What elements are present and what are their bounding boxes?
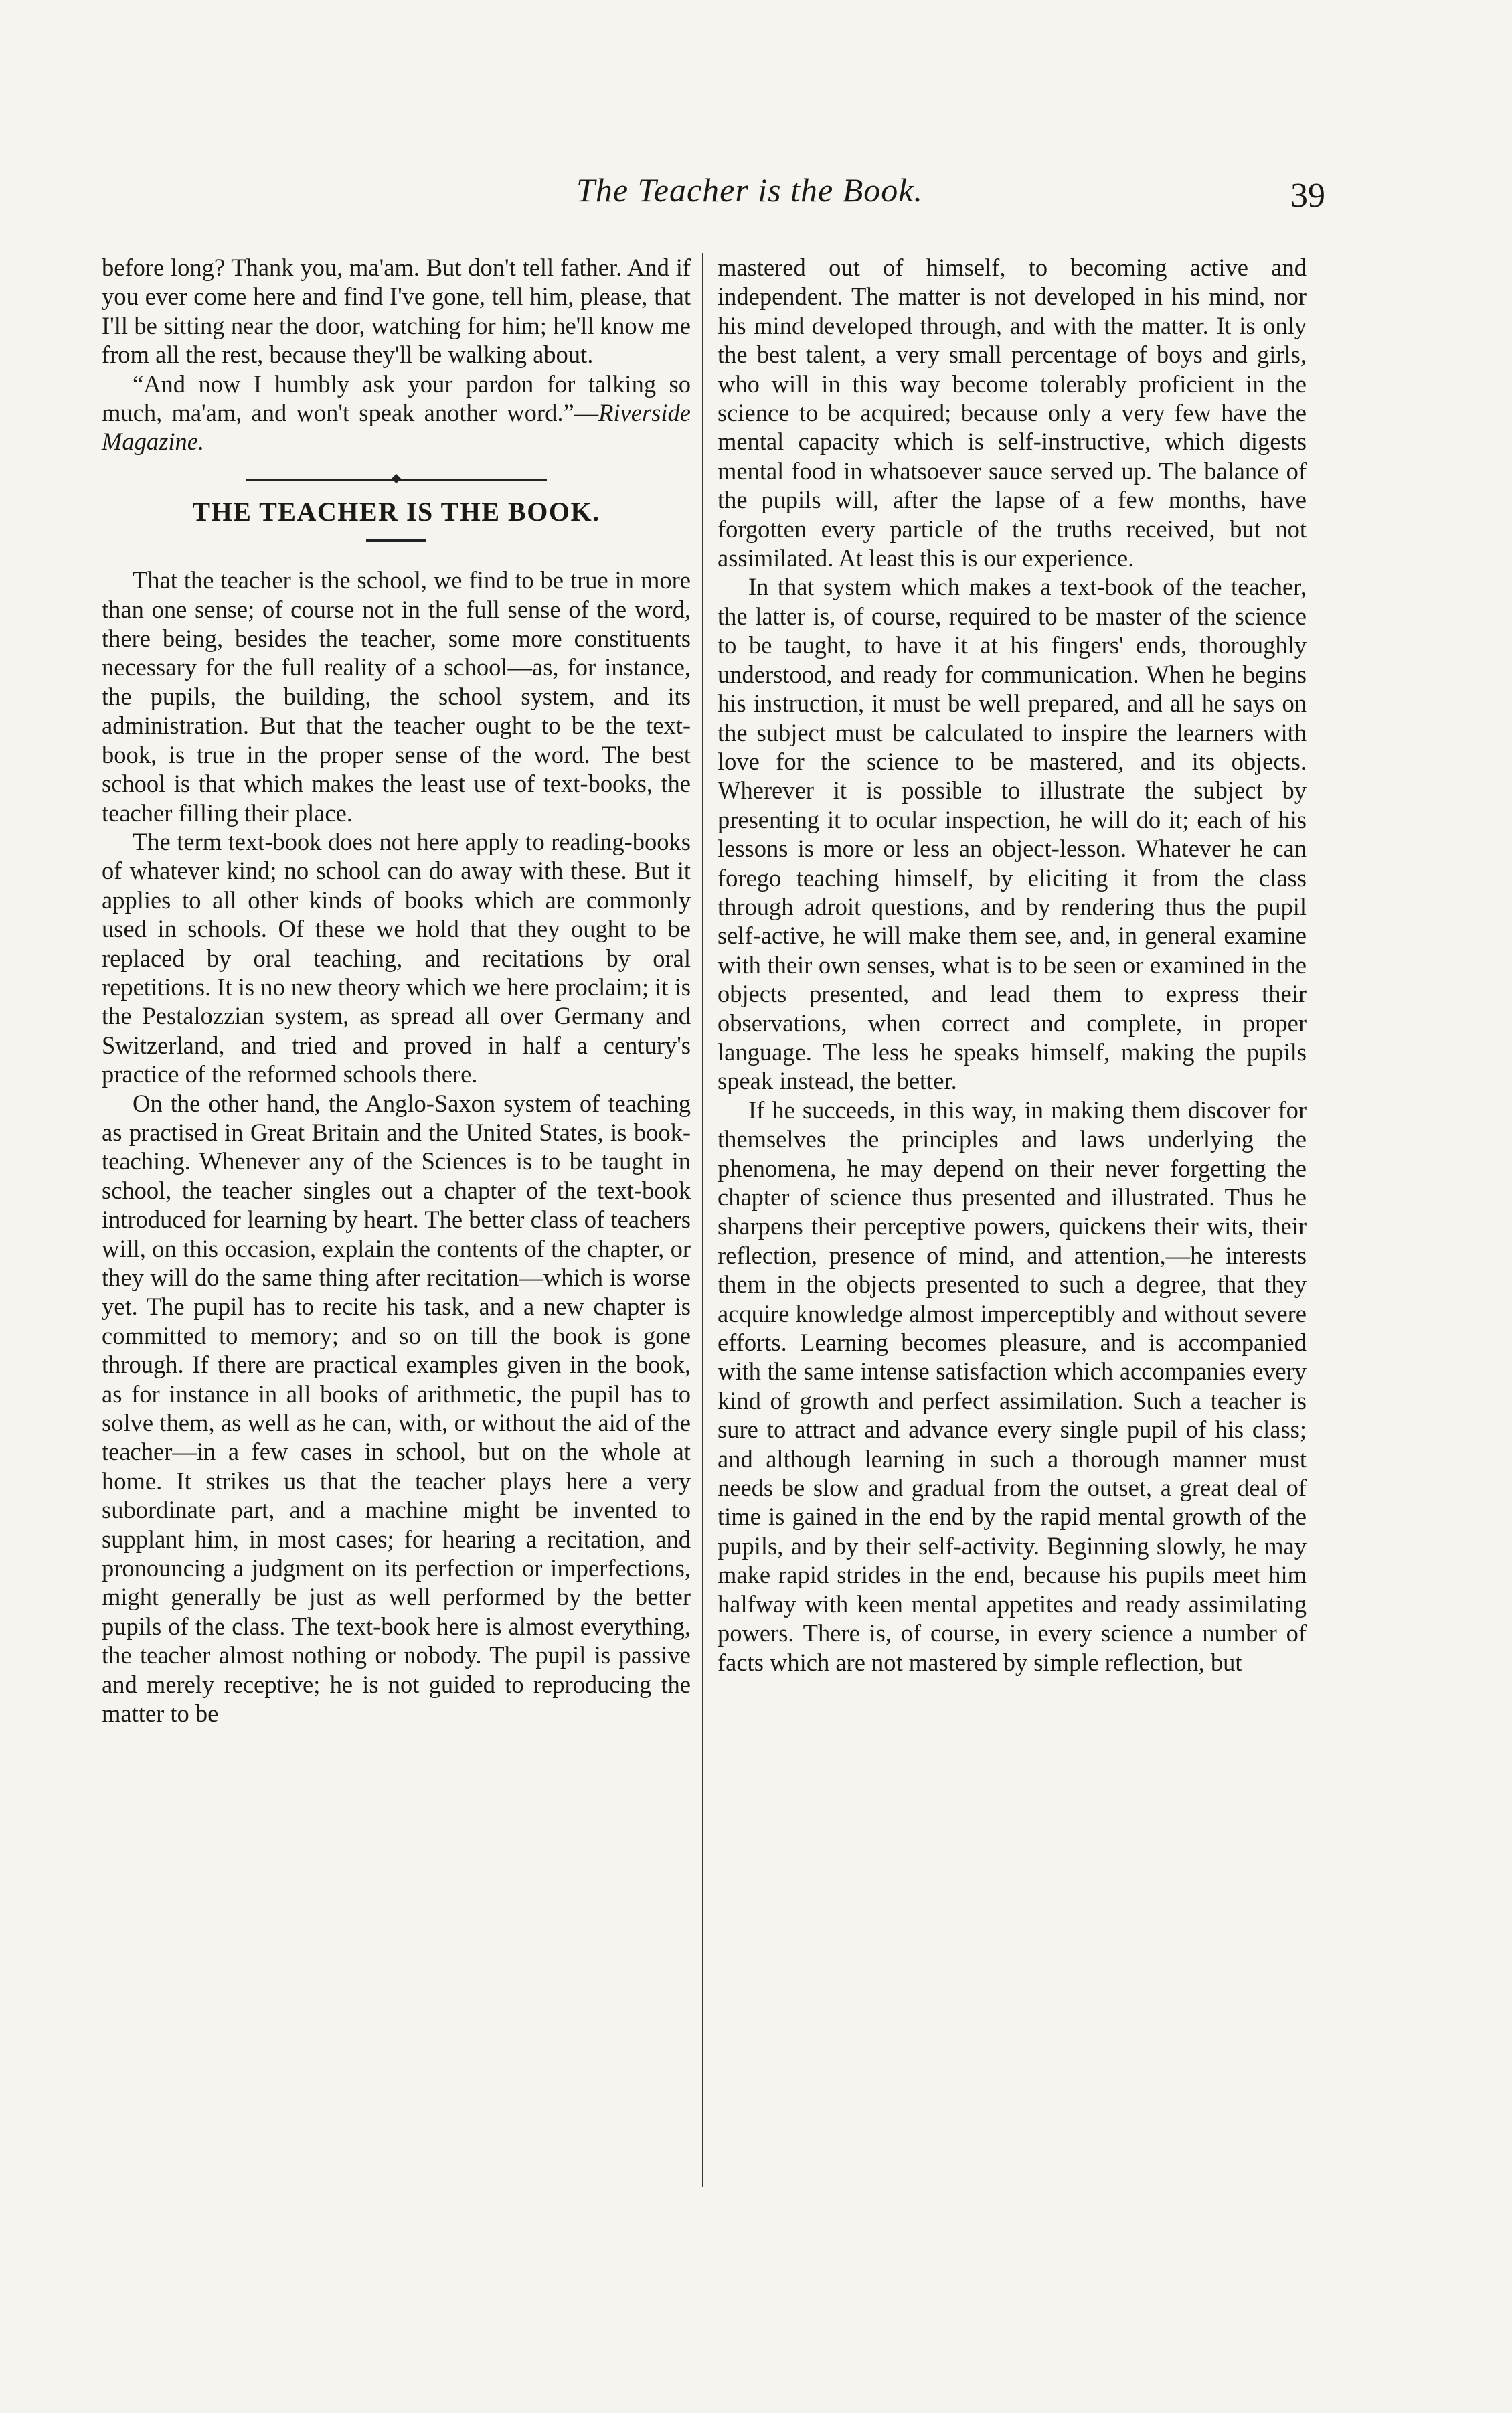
paragraph: That the teacher is the school, we find to be true in more than one sense; of course not in the full sense of the word, there being, besides the teacher, some more constituents necessary for the full reality of a school—as, for instance, the pupils, the building, the school system, and its administration. But that the teacher ought to be the text-book, is true in the proper sense of the word. The best school is that which makes the least use of text-books, the teacher filling their place. [102,566,691,827]
left-column [102,253,691,1728]
paragraph: If he succeeds, in this way, in making them discover for themselves the principles and laws underlying the phenomena, he may depend on their never forgetting the chapter of science thus presented and illustrated. Thus he sharpens their perceptive powers, quickens their wits, their reflection, presence of mind, and attention,—he interests them in the objects presented to such a degree, that they acquire knowledge almost imperceptibly and without severe efforts. Learning becomes pleasure, and is accompanied with the same intense satisfaction which accompanies every kind of growth and perfect assimilation. Such a teacher is sure to attract and advance every single pupil of his class; and although learning in such a thorough manner must needs be slow and gradual from the outset, a great deal of time is gained in the end by the rapid mental growth of the pupils, and by their self-activity. Beginning slowly, he may make rapid strides in the end, because his pupils meet him halfway with keen mental appetites and ready assimilating powers. There is, of course, in every science a number of facts which are not mastered by simple reflection, but [718,1096,1307,1676]
paragraph-closing-quote [102,369,691,456]
section-title: THE TEACHER IS THE BOOK. [192,496,600,527]
running-title: The Teacher is the Book. [576,171,923,209]
right-column [718,253,1307,1677]
title-rule [366,539,426,542]
paragraph: On the other hand, the Anglo-Saxon system of teaching as practised in Great Britain and the United States, is book-teaching. Whenever any of the Sciences is to be taught in school, the teacher singles out a chapter of the text-book introduced for learning by heart. The better class of teachers will, on this occasion, explain the contents of the chapter, or they will do the same thing after recitation—which is worse yet. The pupil has to recite his task, and a new chapter is committed to memory; and so on till the book is gone through. If there are practical examples given in the book, as for instance in all books of arithmetic, the pupil has to solve them, as well as he can, with, or without the aid of the teacher—in a few cases in school, but on the whole at home. It strikes us that the teacher plays here a very subordinate part, and a machine might be invented to supplant him, in most cases; for hearing a recitation, and pronouncing a judgment on its perfection or imperfections, might generally be just as well performed by the better pupils of the class. The text-book here is almost everything, the teacher almost nothing or nobody. The pupil is passive and merely receptive; he is not guided to reproducing the matter to be [102,1089,691,1728]
paragraph: In that system which makes a text-book of the teacher, the latter is, of course, required to be master of the science to be taught, to have it at his fingers' ends, thoroughly understood, and ready for communication. When he begins his instruction, it must be well prepared, and all he says on the subject must be calculated to inspire the learners with love for the science to be mastered, and its objects. Wherever it is possible to illustrate the subject by presenting it to ocular inspection, he will do it; each of his lessons is more or less an object-lesson. Whatever he can forego teaching himself, by eliciting it from the class through adroit questions, and by rendering thus the pupil self-active, he will make them see, and, in general examine with their own senses, what is to be seen or examined in the objects presented, and lead them to express their observations, when correct and complete, in proper language. The less he speaks himself, making the pupils speak instead, the better. [718,573,1307,1095]
page-number: 39 [1290,177,1325,215]
paragraph-continued: mastered out of himself, to becoming active and independent. The matter is not developed in his mind, nor his mind developed through, and with the matter. It is only the best talent, a very small percentage of boys and girls, who will in this way become tolerably proficient in the science to be acquired; because only a very few have the mental capacity which is self-instructive, which digests mental food in whatsoever sauce served up. The balance of the pupils will, after the lapse of a few months, have forgotten every particle of the truths received, but not assimilated. At least this is our experience. [718,254,1307,572]
paragraph-continued: before long? Thank you, ma'am. But don't tell father. And if you ever come here and find I've gone, tell him, please, that I'll be sitting near the door, watching for him; he'll know me from all the rest, because they'll be walking about. [102,254,691,369]
closing-quote-text: “And now I humbly ask your pardon for talking so much, ma'am, and won't speak another word.”— [102,369,691,427]
running-head [100,171,1325,231]
section-divider [246,479,547,481]
paragraph: The term text-book does not here apply to reading-books of whatever kind; no school can do away with these. But it applies to all other kinds of books which are commonly used in schools. Of these we hold that they ought to be replaced by oral teaching, and recitations by oral repetitions. It is no new theory which we here proclaim; it is the Pestalozzian system, as spread all over Germany and Switzerland, and tried and proved in half a century's practice of the reformed schools there. [102,827,691,1088]
column-rule [702,253,703,2187]
source-citation: Riverside Magazine. [102,399,691,456]
